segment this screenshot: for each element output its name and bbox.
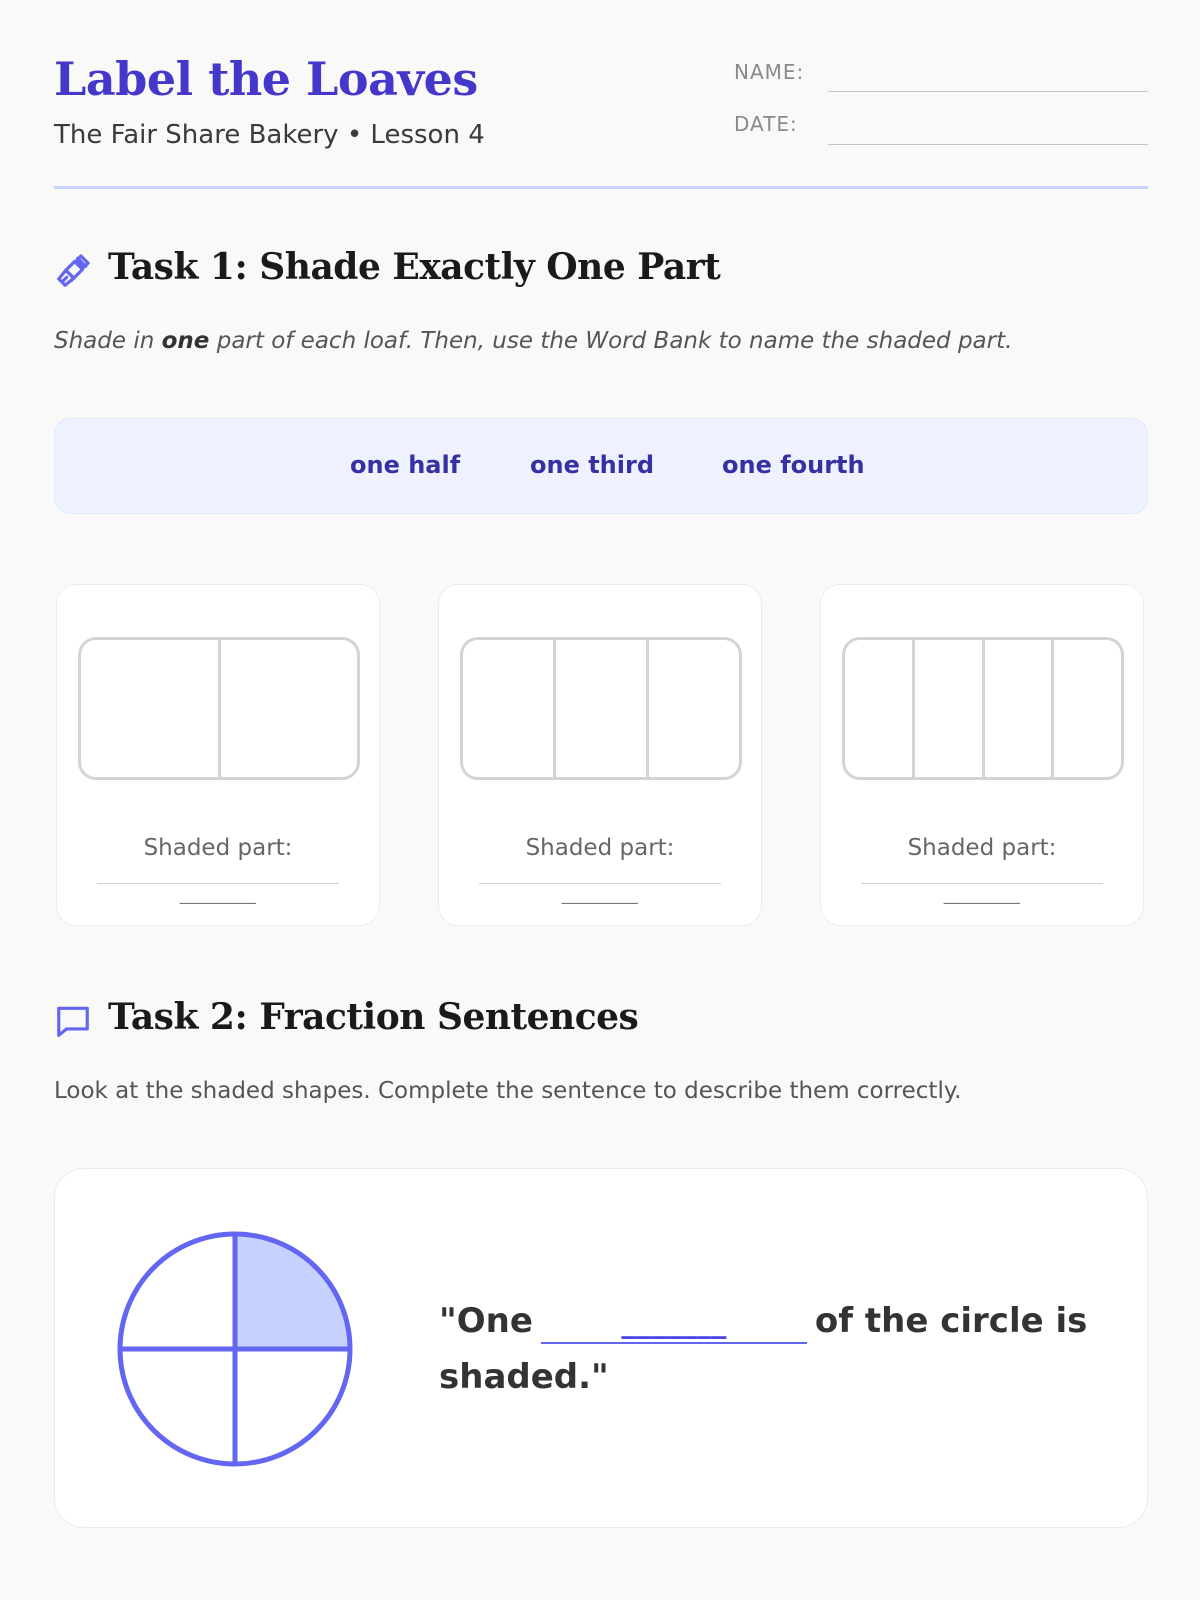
sentence-blank[interactable]: _______	[541, 1304, 807, 1344]
loaf-part[interactable]	[553, 640, 646, 777]
shaded-part-label: Shaded part:	[907, 835, 1057, 861]
word-bank-item: one third	[530, 451, 655, 479]
loaf-halves	[78, 637, 360, 780]
shaded-part-label: Shaded part:	[525, 835, 675, 861]
date-field[interactable]	[828, 144, 1148, 145]
loaf-part[interactable]	[845, 640, 912, 777]
loaf-part[interactable]	[463, 640, 553, 777]
name-field[interactable]	[828, 91, 1148, 92]
shaded-part-label: Shaded part:	[143, 835, 293, 861]
speech-bubble-icon	[54, 1002, 92, 1040]
word-bank	[54, 418, 1148, 514]
answer-blank: _________	[179, 885, 257, 904]
name-label: NAME:	[734, 60, 805, 84]
fraction-sentence: "One _______ of the circle is shaded."	[439, 1301, 1088, 1397]
task1-title: Task 1: Shade Exactly One Part	[108, 246, 721, 288]
answer-line[interactable]	[861, 883, 1103, 884]
loaf-part[interactable]	[982, 640, 1052, 777]
answer-line[interactable]	[97, 883, 339, 884]
fraction-circle	[117, 1231, 353, 1467]
loaf-part[interactable]	[218, 640, 358, 777]
loaf-card-halves	[56, 584, 380, 926]
page-subtitle: The Fair Share Bakery • Lesson 4	[54, 120, 485, 150]
task2-title: Task 2: Fraction Sentences	[108, 996, 639, 1038]
loaf-part[interactable]	[646, 640, 739, 777]
worksheet-page	[54, 0, 1148, 1600]
word-bank-item: one fourth	[722, 451, 865, 479]
loaf-card-fourths	[820, 584, 1144, 926]
page-title: Label the Loaves	[54, 52, 478, 106]
fraction-sentence-card	[54, 1168, 1148, 1528]
answer-line[interactable]	[479, 883, 721, 884]
task1-instructions: Shade in one part of each loaf. Then, use the Word Bank to name the shaded part.	[54, 328, 1013, 354]
loaf-card-thirds	[438, 584, 762, 926]
loaf-part[interactable]	[81, 640, 218, 777]
paintbrush-icon	[54, 252, 92, 290]
loaf-part[interactable]	[1051, 640, 1121, 777]
loaf-thirds	[460, 637, 742, 780]
answer-blank: _________	[943, 885, 1021, 904]
task2-instructions: Look at the shaded shapes. Complete the sentence to describe them correctly.	[54, 1078, 962, 1104]
word-bank-item: one half	[350, 451, 461, 479]
header-divider	[54, 186, 1148, 189]
answer-blank: _________	[561, 885, 639, 904]
loaf-part[interactable]	[912, 640, 982, 777]
loaf-fourths	[842, 637, 1124, 780]
date-label: DATE:	[734, 112, 798, 136]
